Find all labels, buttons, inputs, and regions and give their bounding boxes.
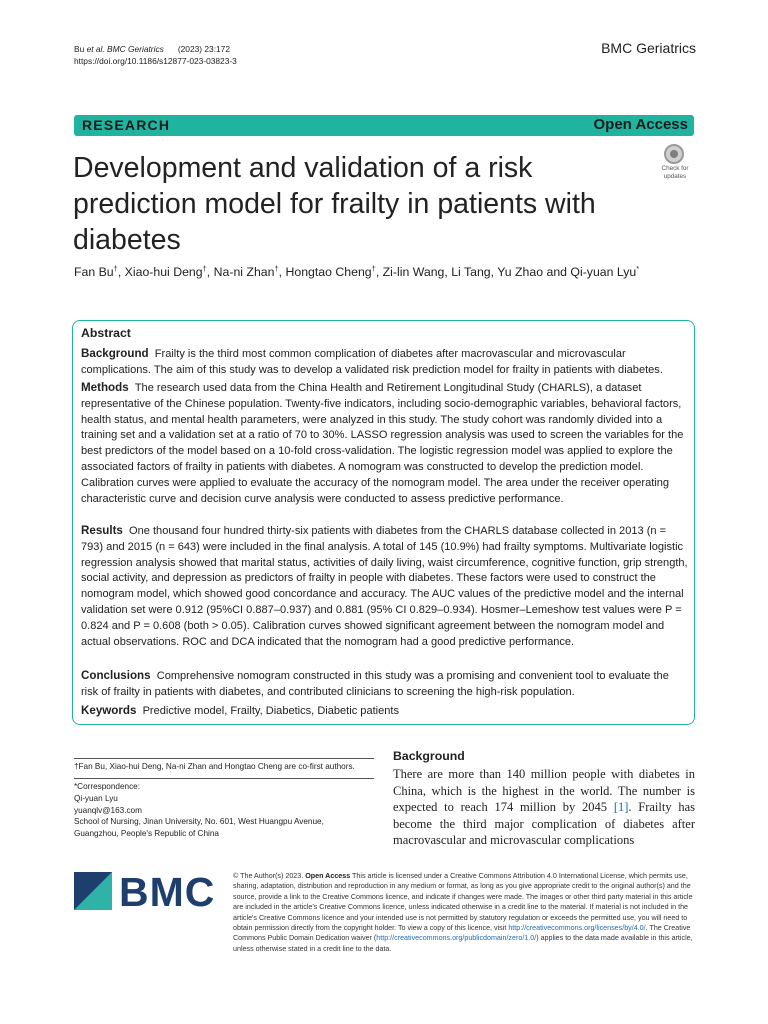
author-name[interactable]: Hongtao Cheng [285, 265, 372, 280]
footnote-divider [74, 778, 374, 779]
citation-year: (2023) 23:172 [177, 44, 230, 54]
body-paragraph: There are more than 140 million people with diabetes in China, which is the highest in the world. The number is expected to reach 174 million by 2045 [1]. Frailty has become the third major complication of diabetes after macrovascular and microvascular complications [393, 767, 696, 847]
open-access-label: Open Access [593, 116, 688, 133]
article-title: Development and validation of a risk prediction model for frailty in patients with diabetes [73, 152, 596, 256]
keywords-text: Predictive model, Frailty, Diabetics, Diabetic patients [142, 705, 399, 717]
correspondence-email[interactable]: yuanqlv@163.com [74, 805, 142, 815]
bmc-logo-text: BMC [119, 869, 216, 915]
author-list: Fan Bu†, Xiao-hui Deng†, Na-ni Zhan†, Hongtao Cheng†, Zi-lin Wang, Li Tang, Yu Zhao and Qi-yuan Lyu* [74, 264, 640, 280]
author-name[interactable]: Xiao-hui Deng [124, 265, 203, 280]
citation-journal: et al. BMC Geriatrics [86, 44, 164, 54]
section-banner [74, 115, 694, 136]
keywords-label: Keywords [81, 704, 137, 717]
results-label: Results [81, 524, 123, 537]
author-name[interactable]: Na-ni Zhan [213, 265, 275, 280]
citation-authors: Bu [74, 44, 87, 54]
reference-link[interactable]: [1] [613, 800, 629, 814]
results-text: One thousand four hundred thirty-six patients with diabetes from the CHARLS database collected in 2013 (n = 793) and 2015 (n = 643) were included in the final analysis. A total of 145 (10.9%) had frailty symptoms. Multivariate logistic regression analysis showed that marital status, activities of daily living, waist circumference, cognitive function, grip strength, social activity, and depression as predictors of frailty in people with diabetes. These factors were used to construct the nomogram model, which showed good concordance and accuracy. The AUC values of the predictive model and the internal validation set were 0.912 (95%CI 0.887–0.937) and 0.881 (95% CI 0.829–0.934). Hosmer–Lemeshow test values were P = 0.824 and P = 0.608 (both > 0.05). Calibration curves showed significant agreement between the nomogram model and actual observations. ROC and DCA indicated that the nomogram had a good predictive performance. [81, 525, 688, 648]
correspondence-label: *Correspondence: [74, 782, 140, 791]
conclusions-label: Conclusions [81, 669, 151, 682]
doi-link[interactable]: https://doi.org/10.1186/s12877-023-03823-3 [74, 56, 237, 66]
article-type-label: RESEARCH [82, 117, 171, 133]
citation-header [74, 43, 237, 67]
body-section-heading: Background [393, 749, 465, 763]
open-access-note: Open Access [305, 872, 351, 880]
author-names-rest[interactable]: Zi-lin Wang, Li Tang, Yu Zhao and Qi-yuan Lyu [382, 265, 637, 280]
correspondence-name: Qi-yuan Lyu [74, 793, 118, 803]
affiliation-line: School of Nursing, Jinan University, No. 601, West Huangpu Avenue, [74, 817, 324, 827]
citation-line [74, 43, 237, 55]
author-name[interactable]: Fan Bu [74, 265, 114, 280]
methods-text: The research used data from the China Health and Retirement Longitudinal Study (CHARLS), a dataset representative of the Chinese population. Twenty-five indicators, including socio-demographic variables, behavioral factors, health status, and mental health parameters, were analyzed in this study. The study cohort was randomly divided into a training set and a validation set at a ratio of 70 to 30%. LASSO regression analysis was used to screen the variables for the best predictors of the model based on a 10-fold cross-validation. The logistic regression model was applied to explore the associated factors of frailty in patients with diabetes. A nomogram was constructed to develop the prediction model. Calibration curves were applied to evaluate the accuracy of the nomogram model. The area under the receiver operating characteristic curve and decision curve analysis were conducted to assess predictive performance. [81, 382, 684, 505]
license-link[interactable]: http://creativecommons.org/licenses/by/4.0/ [508, 924, 646, 933]
correspondence-block [74, 781, 374, 840]
check-for-updates-badge[interactable] [655, 142, 695, 182]
abstract-methods [81, 380, 689, 507]
methods-label: Methods [81, 381, 129, 394]
background-label: Background [81, 347, 149, 360]
bmc-logo-mark [74, 872, 112, 910]
background-text: Frailty is the third most common complication of diabetes after macrovascular and microvascular complications. The aim of this study was to develop a validated risk prediction model for frailty in patients with diabetes. [81, 348, 663, 376]
check-updates-icon [664, 144, 684, 164]
abstract-keywords [81, 703, 689, 720]
check-updates-label: Check for updates [661, 165, 689, 180]
cofirst-footnote: †Fan Bu, Xiao-hui Deng, Na-ni Zhan and Hongtao Cheng are co-first authors. [74, 762, 355, 771]
conclusions-text: Comprehensive nomogram constructed in this study was a promising and convenient tool to evaluate the risk of frailty in patients with diabetes, and contributed clinicians to screening the high-risk population. [81, 670, 669, 698]
footnote-divider [74, 758, 374, 759]
journal-name: BMC Geriatrics [601, 40, 696, 56]
abstract-background [81, 346, 689, 379]
bmc-logo [74, 869, 216, 915]
license-notice: © The Author(s) 2023. Open Access This article is licensed under a Creative Commons Attribution 4.0 International License, which permits use, sharing, adaptation, distribution and reproduction in any medium or format, as long as you give appropriate credit to the original author(s) and the source, provide a link to the Creative Commons licence, and indicate if changes were made. The images or other third party material in this article are included in the article's Creative Commons licence, unless indicated otherwise in a credit line to the material. If material is not included in the article's Creative Commons licence and your intended use is not permitted by statutory regulation or exceeds the permitted use, you will need to obtain permission directly from the copyright holder. To view a copy of this licence, visit http://creativecommons.org/licenses/by/4.0/. The Creative Commons Public Domain Dedication waiver (http://creativecommons.org/publicdomain/zero/1.0/) applies to the data made available in this article, unless otherwise stated in a credit line to the data. [233, 872, 693, 953]
public-domain-link[interactable]: http://creativecommons.org/publicdomain/zero/1.0/ [376, 934, 537, 943]
abstract-results [81, 523, 689, 650]
abstract-conclusions [81, 668, 689, 701]
abstract-heading: Abstract [81, 326, 131, 340]
affiliation-line: Guangzhou, People's Republic of China [74, 829, 219, 839]
